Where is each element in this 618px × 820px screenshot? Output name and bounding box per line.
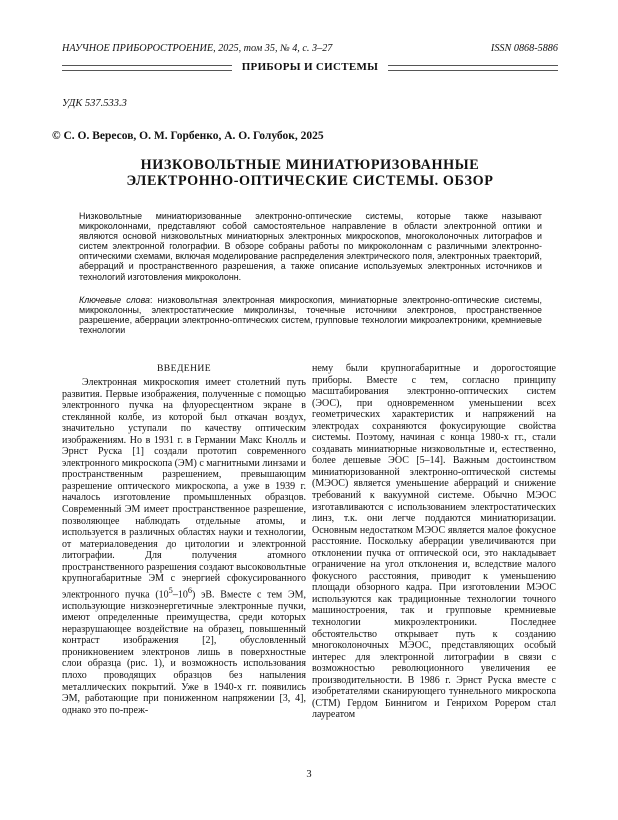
intro-paragraph-continued: нему были крупногабаритные и дорогостоящие приборы. Вместе с тем, согласно принципу масштабирования электронно-оптических систем (ЭОС), при одновременном уменьшении всех геометрических характеристик и напряжений на электродах сохраняются фокусирующие свойства системы. Поэтому, начиная с конца 1980-х гг., стали создавать миниатюрные низковольтные и, естественно, более дешевые ЭОС [5–14]. Важным достоинством миниатюризованной электронно-оптической системы (МЭОС) является уменьшение аберраций и снижение требований к вакуумной системе. Обычно МЭОС изготавливаются с использованием электростатических линз, т.к. они легче поддаются миниатюризации. Основным недостатком МЭОС является малое фокусное расстояние. Поскольку аберрации увеличиваются при отклонении пучка от оптической оси, это накладывает ограничение на угол отклонения и, вследствие малого фокусного расстояния, приводит к уменьшению площади обзорного кадра. При изготовлении МЭОС используются как традиционные технологии точного машиностроения, так и групповые кремниевые технологии микроэлектроники. Последнее обстоятельство открывает путь к созданию многоколоночных МЭОС, представляющих особый интерес для электронной литографии в связи с возможностью революционного увеличения ее производительности. В 1986 г. Эрнст Руска вместе с изобретателями сканирующего туннельного микроскопа (СТМ) Гердом Биннигом и Генрихом Рорером стал лауреатом [312, 363, 556, 721]
intro-paragraph-1 [62, 377, 306, 716]
intro-text-end: ) эВ. Вместе с тем ЭМ, использующие низкоэнергетичные электронные пучки, имеют определенные преимущества, среди которых неразрушающее воздействие на образец, повышенный контраст изображения [2], обусловленный проникновением электронов лишь в поверхностные слои образца (рис. 1), и возможность использования плохо проводящих образцов без напыления металлических покрытий. Уже в 1940-х гг. появились ЭМ, работающие при пониженном напряжении [3, 4], однако это по-преж- [62, 589, 306, 716]
abstract: Низковольтные миниатюризованные электронно-оптические системы, которые также называют микроколоннами, представляют собой самостоятельное направление в области электронной оптики и являются основой низковольтных миниатюрных электронных микроскопов, многоколоночных литографов и систем электронной голографии. В обзоре собраны работы по микроколоннам с различными электронно-оптическими схемами, включая моделирование распределения электрического поля, электронных траекторий, аберраций и пространственного разрешения, а также описание используемых электронных источников и технологий изготовления микроколонн. [79, 211, 542, 282]
exponent-1: 5 [168, 585, 173, 595]
title-line-2: ЭЛЕКТРОННО-ОПТИЧЕСКИЕ СИСТЕМЫ. ОБЗОР [126, 173, 494, 189]
page-number: 3 [306, 769, 312, 780]
article-title [62, 157, 558, 189]
range-dash: –10 [172, 589, 188, 601]
intro-heading: ВВЕДЕНИЕ [157, 363, 211, 374]
udc-code: УДК 537.533.3 [62, 98, 127, 109]
keywords-text: : низковольтная электронная микроскопия, миниатюрные электронно-оптические системы, микроколонны, электростатические микролинзы, точечные источники электронов, пространственное разрешение, аберрации электронно-оптических систем, групповые технологии микроэлектроники, кремниевые технологии [79, 295, 543, 336]
exponent-2: 6 [187, 585, 192, 595]
section-title: ПРИБОРЫ И СИСТЕМЫ [241, 61, 379, 73]
keywords-label: Ключевые слова [79, 295, 150, 305]
issn-header: ISSN 0868-5886 [490, 43, 558, 54]
section-rule-right [388, 65, 558, 71]
journal-header: НАУЧНОЕ ПРИБОРОСТРОЕНИЕ, 2025, том 35, № 4, с. 3–27 [62, 43, 333, 54]
authors-line: © С. О. Вересов, О. М. Горбенко, А. О. Голубок, 2025 [52, 130, 324, 142]
left-column [62, 377, 306, 716]
section-bar [62, 62, 558, 76]
right-column [312, 363, 556, 721]
keywords [79, 295, 542, 335]
intro-text-start: Электронная микроскопия имеет столетний путь развития. Первые изображения, полученные с помощью электронного пучка на флуоресцентном экране в стеклянной колбе, из которой был откачан воздух, значительно уступали по качеству оптическим изображениям. Но в 1931 г. в Германии Макс Кнолль и Эрнст Руска [1] создали прототип современного электронного микроскопа (ЭМ) с магнитными линзами и пространственным разрешением, превышающим разрешение оптического микроскопа, а уже в 1939 г. началось изготовление промышленных образцов. Современный ЭМ имеет пространственное разрешение, позволяющее наблюдать отдельные атомы, и используется в различных областях науки и технологии, от материаловедения до цитологии и электронной литографии. Для получения атомного пространственного разрешения создают высоковольтные крупногабаритные ЭМ с энергией сфокусированного электронного пучка (10 [62, 377, 307, 601]
title-line-1: НИЗКОВОЛЬТНЫЕ МИНИАТЮРИЗОВАННЫЕ [140, 157, 480, 173]
